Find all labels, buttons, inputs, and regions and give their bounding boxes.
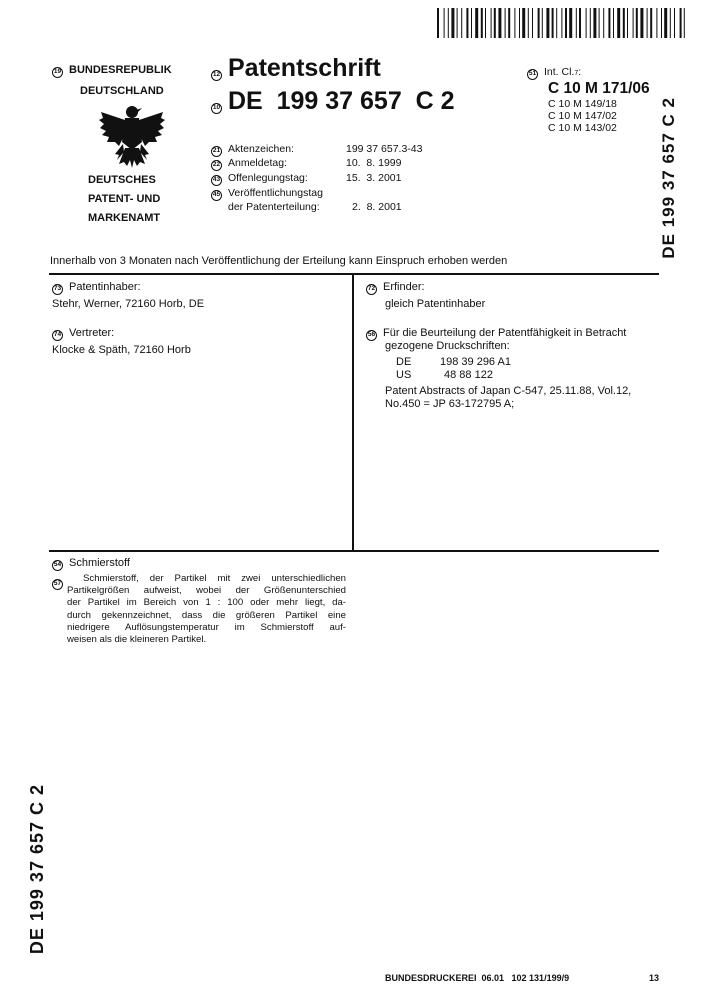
field-value: 199 37 657.3-43 <box>346 143 423 155</box>
field-value: 10. 8. 1999 <box>346 157 402 169</box>
inid-21: 21 <box>211 146 222 157</box>
field-aktenzeichen <box>211 143 422 157</box>
field-label: Aktenzeichen: <box>228 143 294 155</box>
patentee-value: Stehr, Werner, 72160 Horb, DE <box>52 298 205 310</box>
int-cl-suffix: : <box>578 66 582 78</box>
office-line3: MARKENAMT <box>88 212 161 224</box>
title-row <box>52 557 130 571</box>
inid-57: 57 <box>52 579 63 590</box>
int-cl-other: C 10 M 147/02 <box>548 110 617 122</box>
divider-vertical <box>352 273 354 551</box>
doc-type-label: Patentschrift <box>228 54 381 82</box>
country-block <box>52 64 172 97</box>
invention-title: Schmierstoff <box>69 557 130 569</box>
divider-top <box>49 273 659 275</box>
inid-45: 45 <box>211 190 222 201</box>
opposition-notice: Innerhalb von 3 Monaten nach Veröffentlichung der Erteilung kann Einspruch erhoben werden <box>50 255 508 267</box>
footer-printer: BUNDESDRUCKEREI 06.01 102 131/199/9 <box>385 973 570 983</box>
references-label <box>366 327 626 341</box>
patentee-label-text: Patentinhaber: <box>69 281 141 293</box>
inid-10: 10 <box>211 103 222 114</box>
abstract-line: Schmierstoff, der Partikel mit zwei unterschiedlichen <box>83 573 346 584</box>
inid-12: 12 <box>211 70 222 81</box>
representative-value: Klocke & Späth, 72160 Horb <box>52 344 191 356</box>
office-line1: DEUTSCHES <box>88 174 156 186</box>
int-cl-label: Int. Cl. <box>544 66 575 78</box>
abstract-line: niedrigere Auflösungstemperatur im Schmierstoff auf- <box>67 621 346 633</box>
field-veroeffentlichungstag <box>211 187 323 201</box>
references-label-text: Für die Beurteilung der Patentfähigkeit in Betracht <box>383 327 627 339</box>
inventor-label <box>366 281 425 295</box>
inid-74: 74 <box>52 330 63 341</box>
inid-73: 73 <box>52 284 63 295</box>
inventor-label-text: Erfinder: <box>383 281 425 293</box>
field-value: 2. 8. 2001 <box>352 201 402 213</box>
inid-51: 51 <box>527 69 538 80</box>
side-doc-number: DE 199 37 657 C 2 <box>659 97 678 259</box>
reference-other-line2: No.450 = JP 63-172795 A; <box>385 398 515 410</box>
doc-number <box>211 87 455 116</box>
field-anmeldetag <box>211 157 401 171</box>
field-value: 15. 3. 2001 <box>346 172 402 184</box>
reference-number: 198 39 296 A1 <box>440 356 511 368</box>
barcode <box>437 8 689 38</box>
field-patenterteilung <box>228 201 402 213</box>
inid-43: 43 <box>211 175 222 186</box>
country-line2: DEUTSCHLAND <box>80 84 164 97</box>
reference-other-line1: Patent Abstracts of Japan C-547, 25.11.88, Vol.12, <box>385 385 632 397</box>
field-label: der Patenterteilung: <box>228 201 320 213</box>
field-label: Anmeldetag: <box>228 157 287 169</box>
field-offenlegungstag <box>211 172 401 186</box>
representative-label-text: Vertreter: <box>69 327 115 339</box>
inid-19: 19 <box>52 67 63 78</box>
patentee-label <box>52 281 141 295</box>
office-line2: PATENT- UND <box>88 193 161 205</box>
int-cl-main: C 10 M 171/06 <box>548 80 650 97</box>
abstract-inid <box>52 572 63 590</box>
side-doc-number-bottom: DE 199 37 657 C 2 <box>27 784 47 955</box>
reference-country: US <box>396 369 412 381</box>
footer-page: 13 <box>649 973 660 983</box>
int-cl-other: C 10 M 149/18 <box>548 98 617 110</box>
representative-label <box>52 327 114 341</box>
doc-type <box>211 54 381 83</box>
divider-bottom <box>49 550 659 552</box>
abstract-line: der Partikel im Bereich von 1 : 100 oder mehr liegt, da- <box>67 597 346 609</box>
int-cl-other: C 10 M 143/02 <box>548 122 617 134</box>
reference-country: DE <box>396 356 412 368</box>
field-label: Offenlegungstag: <box>228 172 308 184</box>
reference-number: 48 88 122 <box>444 369 493 381</box>
abstract-line: weisen als die kleineren Partikel. <box>67 634 207 646</box>
inventor-value: gleich Patentinhaber <box>385 298 486 310</box>
abstract-line: durch gekennzeichnet, dass die größeren Partikel eine <box>67 609 346 621</box>
inid-54: 54 <box>52 560 63 571</box>
int-cl-block <box>527 66 581 80</box>
country-line1: BUNDESREPUBLIK <box>69 64 172 76</box>
inid-72: 72 <box>366 284 377 295</box>
field-label: Veröffentlichungstag <box>228 187 323 199</box>
int-cl-edition: 7 <box>574 70 579 77</box>
references-label-line2: gezogene Druckschriften: <box>385 340 510 352</box>
abstract-line: Partikelgrößen aufweist, wobei der Größenunterschied <box>67 585 346 597</box>
federal-eagle-icon <box>97 102 167 170</box>
abstract-text <box>67 573 346 646</box>
inid-56: 56 <box>366 330 377 341</box>
inid-22: 22 <box>211 160 222 171</box>
doc-number-label: DE 199 37 657 C 2 <box>228 87 455 115</box>
